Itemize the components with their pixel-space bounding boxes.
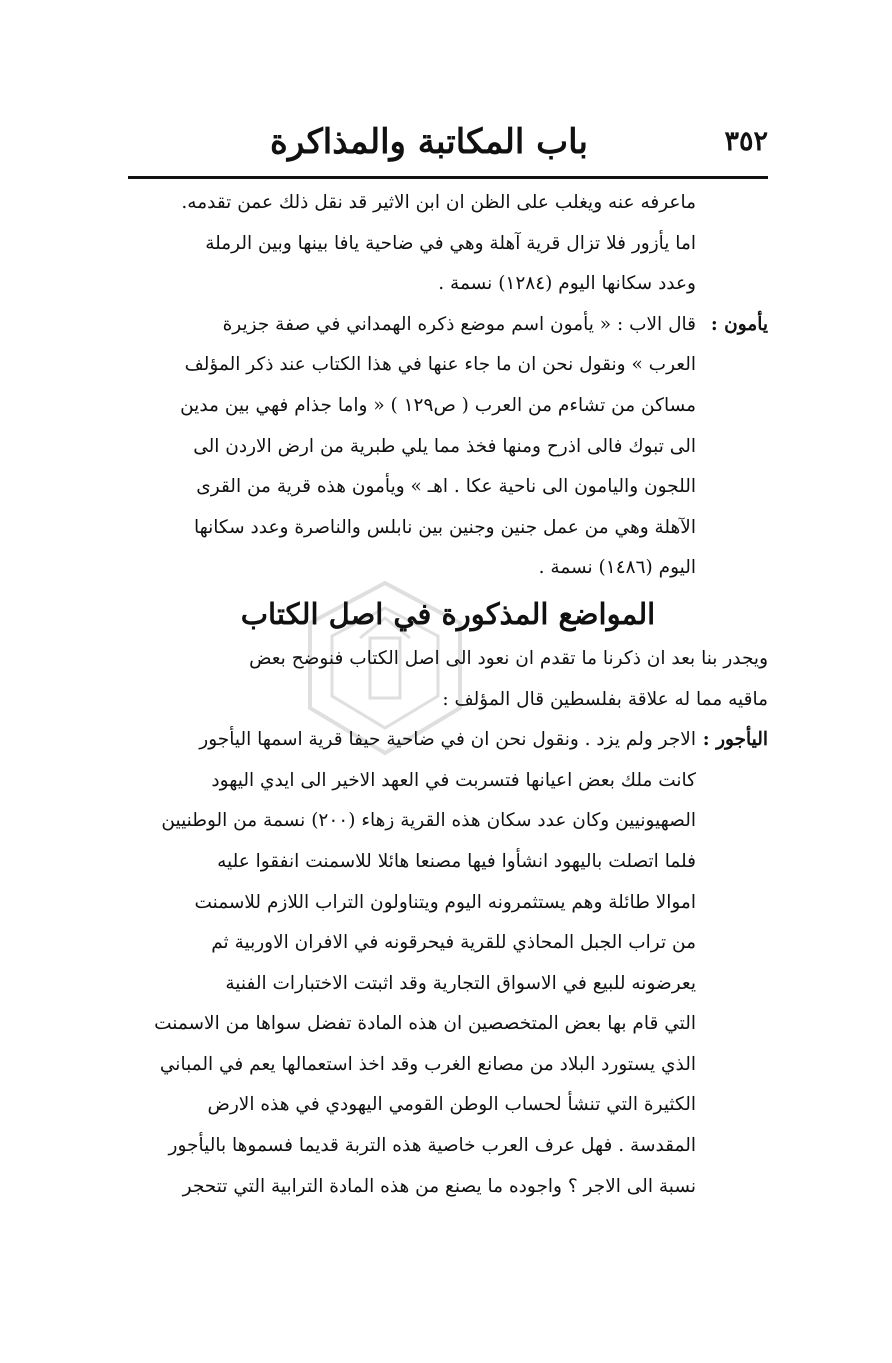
text-line: كانت ملك بعض اعيانها فتسربت في العهد الاخير الى ايدي اليهود (211, 769, 696, 791)
page-header (128, 118, 768, 174)
page-body (128, 183, 768, 1207)
text-line: ماقيه مما له علاقة بفلسطين قال المؤلف : (442, 688, 768, 710)
text-line: اما يأزور فلا تزال قرية آهلة وهي في ضاحية يافا بينها وبين الرملة (205, 232, 696, 254)
text-line: يعرضونه للبيع في الاسواق التجارية وقد اثبتت الاختبارات الفنية (225, 972, 696, 994)
text-line: نسبة الى الاجر ؟ واجوده ما يصنع من هذه المادة الترابية التي تتحجر (182, 1175, 696, 1197)
section-intro (128, 639, 768, 720)
text-line: وعدد سكانها اليوم (١٢٨٤) نسمة . (438, 273, 696, 295)
text-line: ويجدر بنا بعد ان ذكرنا ما تقدم ان نعود الى اصل الكتاب فنوضح بعض (249, 647, 768, 669)
entry-label: يأمون : (710, 313, 768, 335)
text-line: فلما اتصلت باليهود انشأوا فيها مصنعا هائلا للاسمنت انفقوا عليه (217, 850, 696, 872)
running-title: باب المكاتبة والمذاكرة (270, 122, 588, 162)
text-line (128, 305, 768, 346)
section-heading: المواضع المذكورة في اصل الكتاب (240, 596, 656, 631)
text-line: الصهيونيين وكان عدد سكان هذه القرية زهاء (٢٠٠) نسمة من الوطنيين (161, 810, 696, 832)
text-line: مساكن من تشاءم من العرب ( ص١٢٩ ) « واما جذام فهي بين مدين (180, 394, 696, 416)
text-line: الكثيرة التي تنشأ لحساب الوطن القومي اليهودي في هذه الارض (207, 1094, 696, 1116)
entry-yamun (128, 305, 768, 589)
text-line: ماعرفه عنه ويغلب على الظن ان ابن الاثير قد نقل ذلك عمن تقدمه. (181, 192, 696, 213)
page-number: ٣٥٢ (724, 126, 768, 157)
text-line: اموالا طائلة وهم يستثمرونه اليوم ويتناولون التراب اللازم للاسمنت (194, 891, 696, 913)
text-line: العرب » ونقول نحن ان ما جاء عنها في هذا الكتاب عند ذكر المؤلف (184, 354, 696, 376)
header-rule (128, 176, 768, 179)
paragraph-yazur (128, 183, 768, 305)
text-line: الذي يستورد البلاد من مصانع الغرب وقد اخذ استعمالها يعم في المباني (159, 1053, 696, 1075)
entry-yajur (128, 720, 768, 1207)
text-line: المقدسة . فهل عرف العرب خاصية هذه التربة قديما فسموها باليأجور (168, 1135, 696, 1157)
text-line: الآهلة وهي من عمل جنين وجنين بين نابلس والناصرة وعدد سكانها (193, 516, 696, 538)
entry-text: الاجر ولم يزد . ونقول نحن ان في ضاحية حيفا قرية اسمها اليأجور (199, 729, 696, 751)
text-line: اليوم (١٤٨٦) نسمة . (538, 557, 696, 579)
text-line: من تراب الجبل المحاذي للقرية فيحرقونه في الافران الاوربية ثم (211, 932, 696, 954)
text-line (128, 720, 768, 761)
entry-text: قال الاب : « يأمون اسم موضع ذكره الهمداني في صفة جزيرة (222, 313, 696, 335)
text-line: التي قام بها بعض المتخصصين ان هذه المادة تفضل سواها من الاسمنت (154, 1013, 696, 1035)
entry-label: اليأجور : (702, 729, 768, 751)
text-line: اللجون واليامون الى ناحية عكا . اهـ » ويأمون هذه قرية من القرى (196, 476, 696, 498)
text-line: الى تبوك فالى اذرح ومنها فخذ مما يلي طبرية من ارض الاردن الى (193, 435, 696, 457)
